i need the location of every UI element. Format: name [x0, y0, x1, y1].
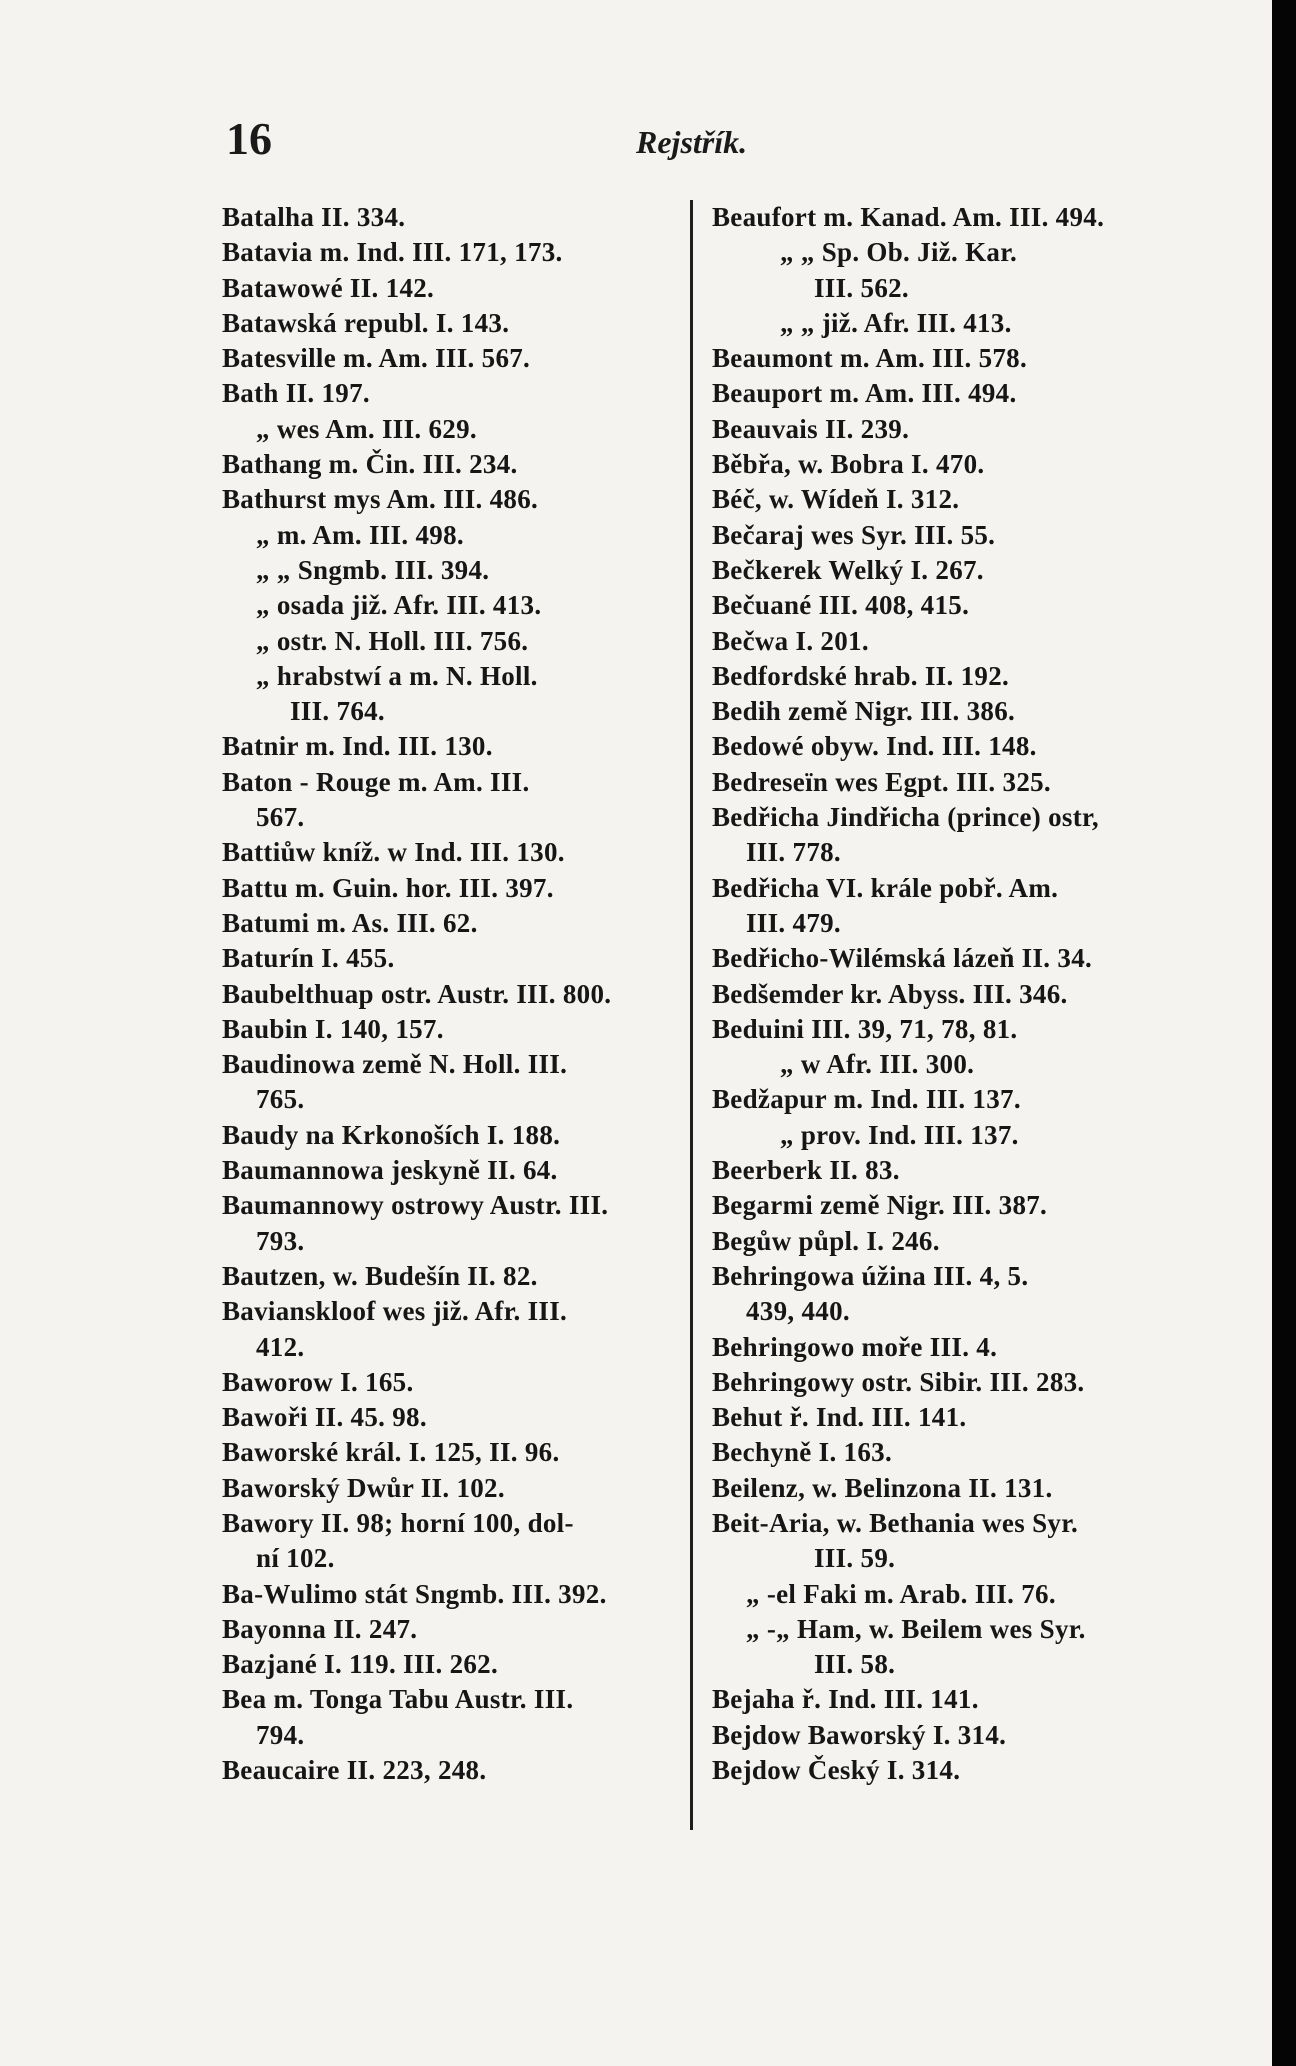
index-entry: Beaucaire II. 223, 248.	[222, 1755, 487, 1786]
index-entry: Bejdow Český I. 314.	[712, 1755, 961, 1786]
index-column-left	[222, 200, 682, 1788]
index-entry: Batawská republ. I. 143.	[222, 307, 510, 338]
index-entry: Bečwa I. 201.	[712, 625, 869, 656]
index-entry: 567.	[256, 802, 305, 833]
index-entry: „ hrabstwí a m. N. Holl.	[256, 660, 538, 691]
index-entry: Bechyně I. 163.	[712, 1437, 892, 1468]
index-entry: 794.	[256, 1719, 305, 1750]
index-entry: Bazjané I. 119. III. 262.	[222, 1649, 499, 1680]
index-entry: Beerberk II. 83.	[712, 1155, 900, 1186]
index-entry: III. 778.	[746, 837, 841, 868]
index-entry: Bedřicha Jindřicha (prince) ostr,	[712, 802, 1099, 833]
index-entry: Béč, w. Wídeň I. 312.	[712, 484, 960, 515]
index-entry: 765.	[256, 1084, 305, 1115]
index-entry: Battu m. Guin. hor. III. 397.	[222, 872, 554, 903]
index-entry: Batalha II. 334.	[222, 202, 406, 232]
index-entry: Bedreseïn wes Egpt. III. 325.	[712, 766, 1051, 797]
page-number: 16	[226, 113, 272, 164]
index-entry: Bavianskloof wes již. Afr. III.	[222, 1296, 568, 1327]
index-entry: Beaumont m. Am. III. 578.	[712, 343, 1028, 374]
index-entry: Baubin I. 140, 157.	[222, 1013, 444, 1044]
column-divider	[690, 200, 693, 1830]
index-entry: Behringowo moře III. 4.	[712, 1331, 998, 1362]
index-entry: Batumi m. As. III. 62.	[222, 907, 478, 938]
index-entry: Baudinowa země N. Holl. III.	[222, 1049, 568, 1080]
index-entry: Bečaraj wes Syr. III. 55.	[712, 519, 996, 550]
index-entry: Baworow I. 165.	[222, 1366, 414, 1397]
index-entry: Bečuané III. 408, 415.	[712, 590, 970, 621]
index-entry: Bath II. 197.	[222, 378, 370, 409]
index-entry: Behringowy ostr. Sibir. III. 283.	[712, 1366, 1085, 1397]
index-entry: ní 102.	[256, 1543, 335, 1574]
index-entry: Baudy na Krkonoších I. 188.	[222, 1119, 561, 1150]
index-entry: Beauvais II. 239.	[712, 413, 910, 444]
index-entry: Baworský Dwůr II. 102.	[222, 1472, 505, 1503]
index-entry: Baturín I. 455.	[222, 943, 395, 974]
index-entry: Baworské král. I. 125, II. 96.	[222, 1437, 560, 1468]
index-entry: Baumannowy ostrowy Austr. III.	[222, 1190, 609, 1221]
index-entry: Bedžapur m. Ind. III. 137.	[712, 1084, 1021, 1115]
index-entry: 412.	[256, 1331, 305, 1362]
index-entry: Batavia m. Ind. III. 171, 173.	[222, 237, 563, 268]
index-entry: „ ostr. N. Holl. III. 756.	[256, 625, 529, 656]
index-entry: Beaufort m. Kanad. Am. III. 494.	[712, 202, 1105, 232]
index-entry: Bedowé obyw. Ind. III. 148.	[712, 731, 1037, 762]
index-entry: „ m. Am. III. 498.	[256, 519, 464, 550]
index-entry: III. 764.	[290, 696, 385, 727]
index-entry: Bayonna II. 247.	[222, 1613, 418, 1644]
index-entry: Batesville m. Am. III. 567.	[222, 343, 531, 374]
index-entry: 793.	[256, 1225, 305, 1256]
index-entry: Bedšemder kr. Abyss. III. 346.	[712, 978, 1068, 1009]
index-entry: Batawowé II. 142.	[222, 272, 435, 303]
index-entry: Behut ř. Ind. III. 141.	[712, 1402, 967, 1433]
index-entry: „ „ již. Afr. III. 413.	[780, 307, 1012, 338]
index-entry: Baton - Rouge m. Am. III.	[222, 766, 530, 797]
index-entry: „ -el Faki m. Arab. III. 76.	[746, 1578, 1056, 1609]
index-entry: Bedih země Nigr. III. 386.	[712, 696, 1016, 727]
index-entry: Běbřa, w. Bobra I. 470.	[712, 449, 985, 480]
index-entry: Battiůw kníž. w Ind. III. 130.	[222, 837, 565, 868]
index-entry: Begarmi země Nigr. III. 387.	[712, 1190, 1048, 1221]
index-column-right	[712, 200, 1192, 1788]
index-entry: Baumannowa jeskyně II. 64.	[222, 1155, 558, 1186]
index-entry: Bautzen, w. Budešín II. 82.	[222, 1260, 538, 1291]
index-entry: Beduini III. 39, 71, 78, 81.	[712, 1013, 1018, 1044]
index-entry: Bečkerek Welký I. 267.	[712, 554, 984, 585]
index-entry: Bedfordské hrab. II. 192.	[712, 660, 1010, 691]
index-entry: „ „ Sngmb. III. 394.	[256, 554, 490, 585]
index-entry: „ „ Sp. Ob. Již. Kar.	[780, 237, 1018, 268]
index-entry: „ -„ Ham, w. Beilem wes Syr.	[746, 1613, 1086, 1644]
index-entry: Bea m. Tonga Tabu Austr. III.	[222, 1684, 574, 1715]
index-entry: „ prov. Ind. III. 137.	[780, 1119, 1019, 1150]
index-entry: Bejdow Baworský I. 314.	[712, 1719, 1007, 1750]
page-edge	[1272, 0, 1296, 2066]
index-entry: Beit-Aria, w. Bethania wes Syr.	[712, 1507, 1079, 1538]
index-entry: III. 58.	[814, 1649, 896, 1680]
running-title: Rejstřík.	[636, 124, 748, 160]
index-entry: Beauport m. Am. III. 494.	[712, 378, 1017, 409]
index-entry: „ osada již. Afr. III. 413.	[256, 590, 542, 621]
index-entry: III. 562.	[814, 272, 909, 303]
index-entry: III. 59.	[814, 1543, 896, 1574]
index-entry: Beilenz, w. Belinzona II. 131.	[712, 1472, 1053, 1503]
index-entry: Baubelthuap ostr. Austr. III. 800.	[222, 978, 612, 1009]
index-entry: Bejaha ř. Ind. III. 141.	[712, 1684, 979, 1715]
index-entry: Begůw půpl. I. 246.	[712, 1225, 940, 1256]
index-entry: „ w Afr. III. 300.	[780, 1049, 975, 1080]
index-entry: 439, 440.	[746, 1296, 850, 1327]
index-entry: Bawory II. 98; horní 100, dol-	[222, 1507, 574, 1538]
index-entry: Bathang m. Čin. III. 234.	[222, 449, 518, 480]
index-entry: Ba-Wulimo stát Sngmb. III. 392.	[222, 1578, 607, 1609]
index-entry: Bedřicho-Wilémská lázeň II. 34.	[712, 943, 1093, 974]
index-entry: „ wes Am. III. 629.	[256, 413, 477, 444]
index-entry: Bedřicha VI. krále pobř. Am.	[712, 872, 1059, 903]
index-entry: Batnir m. Ind. III. 130.	[222, 731, 493, 762]
index-entry: Bathurst mys Am. III. 486.	[222, 484, 539, 515]
index-entry: Bawoři II. 45. 98.	[222, 1402, 427, 1433]
index-entry: III. 479.	[746, 907, 841, 938]
index-entry: Behringowa úžina III. 4, 5.	[712, 1260, 1029, 1291]
